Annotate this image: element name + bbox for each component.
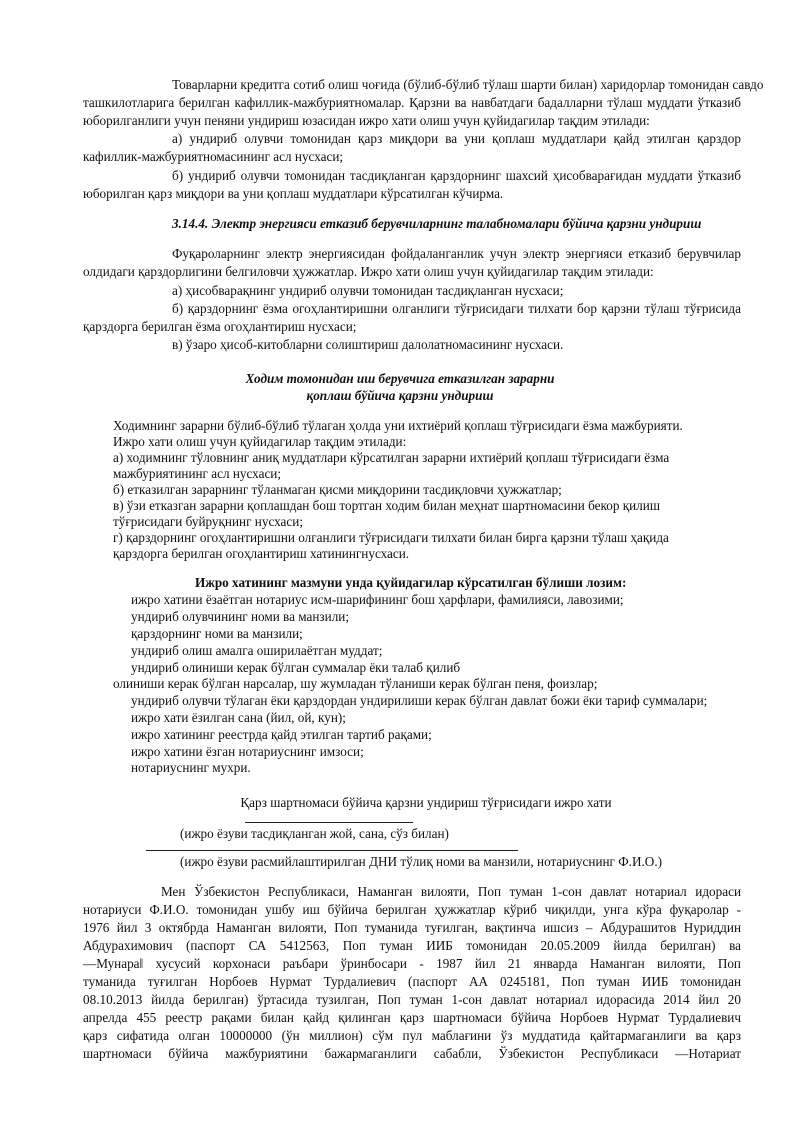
section-3144-line-1: Фуқароларнинг электр энергиясидан фойдаланганлик учун электр энергияси етказиб берувчилар [172,246,741,261]
intro-line-3: юборилганлиги учун пеняни ундириш юзасидан ижро хати олиш учун қуйидагилар тақдим этилади: [83,113,650,128]
intro-item-a-line-2: кафиллик-мажбуриятномасининг асл нусхаси; [83,149,344,164]
body-line: нотариуси Ф.И.О. томонидан ушбу иш бўйича берилган ҳужжатлар кўриб чиқилди, унга кўра фуқаролар - [83,902,741,917]
employee-item-a-line-1: а) ходимнинг тўловнинг аниқ муддатлари кўрсатилган зарарни ихтиёрий қоплаш тўғрисидаги ёзма [113,450,670,465]
content-item-wrap: олиниши керак бўлган нарсалар, шу жумладан тўланиши керак бўлган пеня, фоизлар; [113,676,598,691]
intro-item-a-line-1: а) ундириб олувчи томонидан қарз миқдори ва уни қоплаш муддатлари қайд этилган қарздор [172,131,741,146]
section-3144-item-b-line-1: б) қарздорнинг ёзма огоҳлантиришни олганлиги тўғрисидаги тилхати бор қарзни тўлаш тўғрисида [172,301,741,316]
form-blank-line-1 [245,822,413,823]
employee-item-d-line-2: қарздорга берилган огоҳлантириш хатинингнусхаси. [113,546,410,561]
employee-line-2: Ижро хати олиш учун қуйидагилар тақдим этилади: [113,434,407,449]
employee-heading-line-2: қоплаш бўйича қарзни ундириш [306,388,494,403]
form-blank-line-2 [146,850,518,851]
intro-line-1: Товарларни кредитга сотиб олиш чоғида (бўлиб-бўлиб тўлаш шарти билан) харидорлар томонидан савдо [172,77,764,92]
body-line: Абдурахимович (паспорт СА 5412563, Поп туман ИИБ томонидан 20.05.2009 йилда берилган) ва [83,938,741,953]
content-heading: Ижро хатининг мазмуни унда қуйидагилар кўрсатилган бўлиши лозим: [195,575,627,590]
section-3144-item-b-line-2: қарздорга берилган ёзма огоҳлантириш нусхаси; [83,319,357,334]
section-3144-item-a: а) ҳисобварақнинг ундириб олувчи томонидан тасдиқланган нусхаси; [172,283,564,298]
employee-item-d-line-1: г) қарздорнинг огоҳлантиришни олганлиги тўғрисидаги тилхати билан бирга қарзни тўлаш ҳақида [113,530,669,545]
content-item: нотариуснинг мухри. [131,760,251,775]
body-line: Мен Ўзбекистон Республикаси, Наманган вилояти, Поп туман 1-сон давлат нотариал идораси [161,884,741,899]
content-item: ижро хати ёзилган сана (йил, ой, кун); [131,710,346,725]
content-item: ундириб олиш амалга оширилаётган муддат; [131,643,383,658]
section-3144-item-c: в) ўзаро ҳисоб-китобларни солиштириш далолатномасининг нусхаси. [172,337,564,352]
content-item: ижро хатини ёзган нотариуснинг имзоси; [131,744,364,759]
body-line: туманида туғилган Норбоев Нурмат Турдалиевич (паспорт АА 0245181, Поп туман ИИБ томонидан [83,974,741,989]
employee-item-b: б) етказилган зарарнинг тўланмаган қисми миқдорини тасдиқловчи ҳужжатлар; [113,482,562,497]
section-3144-line-2: олдидаги қарздорлигини белгиловчи ҳужжатлар. Ижро хати олиш учун қуйидагилар тақдим этилади: [83,264,654,279]
content-item: қарздорнинг номи ва манзили; [131,626,303,641]
content-item: ундириб олиниши керак бўлган суммалар ёки талаб қилиб [131,660,461,675]
content-item: ижро хатининг реестрда қайд этилган тартиб рақами; [131,727,432,742]
body-line: 08.10.2013 йилда берилган) ўртасида тузилган, Поп туман 1-сон давлат нотариал идорасида 2014 йил 20 [83,992,741,1007]
intro-item-b-line-1: б) ундириб олувчи томонидан тасдиқланган қарздорнинг шахсий ҳисобварағидан муддати ўтказиб [172,168,741,183]
form-title: Қарз шартномаси бўйича қарзни ундириш тўғрисидаги ижро хати [240,795,612,810]
content-item: ундириб олувчи тўлаган ёки қарздордан ундирилиши керак бўлган давлат божи ёки тариф суммалари; [131,693,708,708]
body-line: шартномаси бўйича мажбуриятини бажармаганлиги сабабли, Ўзбекистон Республикаси ―Нотариат [83,1046,741,1061]
body-line: қарз сифатида олган 10000000 (ўн миллион) сўм пул маблағини ўз муддатида қайтармаганлиги ва қарз [83,1028,741,1043]
intro-item-b-line-2: юборилган қарз миқдори ва уни қоплаш муддатлари кўрсатилган кўчирма. [83,186,504,201]
body-line: апрелда 455 реестр рақами билан қайд қилинган қарз шартномаси бўйича Норбоев Нурмат Турдалиевич [83,1010,741,1025]
content-item: ундириб олувчининг номи ва манзили; [131,609,349,624]
body-line: 1976 йил 3 октябрда Наманган вилояти, Поп туманида туғилган, вақтинча ишсиз – Абдурашитов Нуриддин [83,920,741,935]
employee-item-c-line-2: тўғрисидаги буйруқнинг нусхаси; [113,514,303,529]
content-item: ижро хатини ёзаётган нотариус исм-шарифининг бош ҳарфлари, фамилияси, лавозими; [131,592,624,607]
employee-item-c-line-1: в) ўзи етказган зарарни қоплашдан бош тортган ходим билан меҳнат шартномасини бекор қилиш [113,498,660,513]
form-note-2: (ижро ёзуви расмийлаштирилган ДНИ тўлиқ номи ва манзили, нотариуснинг Ф.И.О.) [180,854,663,869]
employee-line-1: Ходимнинг зарарни бўлиб-бўлиб тўлаган ҳолда уни ихтиёрий қоплаш тўғрисидаги ёзма мажбурияти. [113,418,683,433]
form-note-1: (ижро ёзуви тасдиқланган жой, сана, сўз билан) [180,826,449,841]
body-line: ―Мунара‖ хусусий корхонаси раъбари ўринбосари - 1987 йил 21 январда Наманган вилояти, Поп [83,956,741,971]
intro-line-2: ташкилотларига берилган кафиллик-мажбуриятномалар. Қарзни ва навбатдаги бадалларни тўлаш муддати ўтказиб [83,95,741,110]
employee-heading-line-1: Ходим томонидан иш берувчига етказилган зарарни [245,371,555,386]
employee-item-a-line-2: мажбуриятининг асл нусхаси; [113,466,282,481]
section-3144-heading: 3.14.4. Электр энергияси етказиб берувчиларнинг талабномалари бўйича қарзни ундириш [172,216,702,231]
